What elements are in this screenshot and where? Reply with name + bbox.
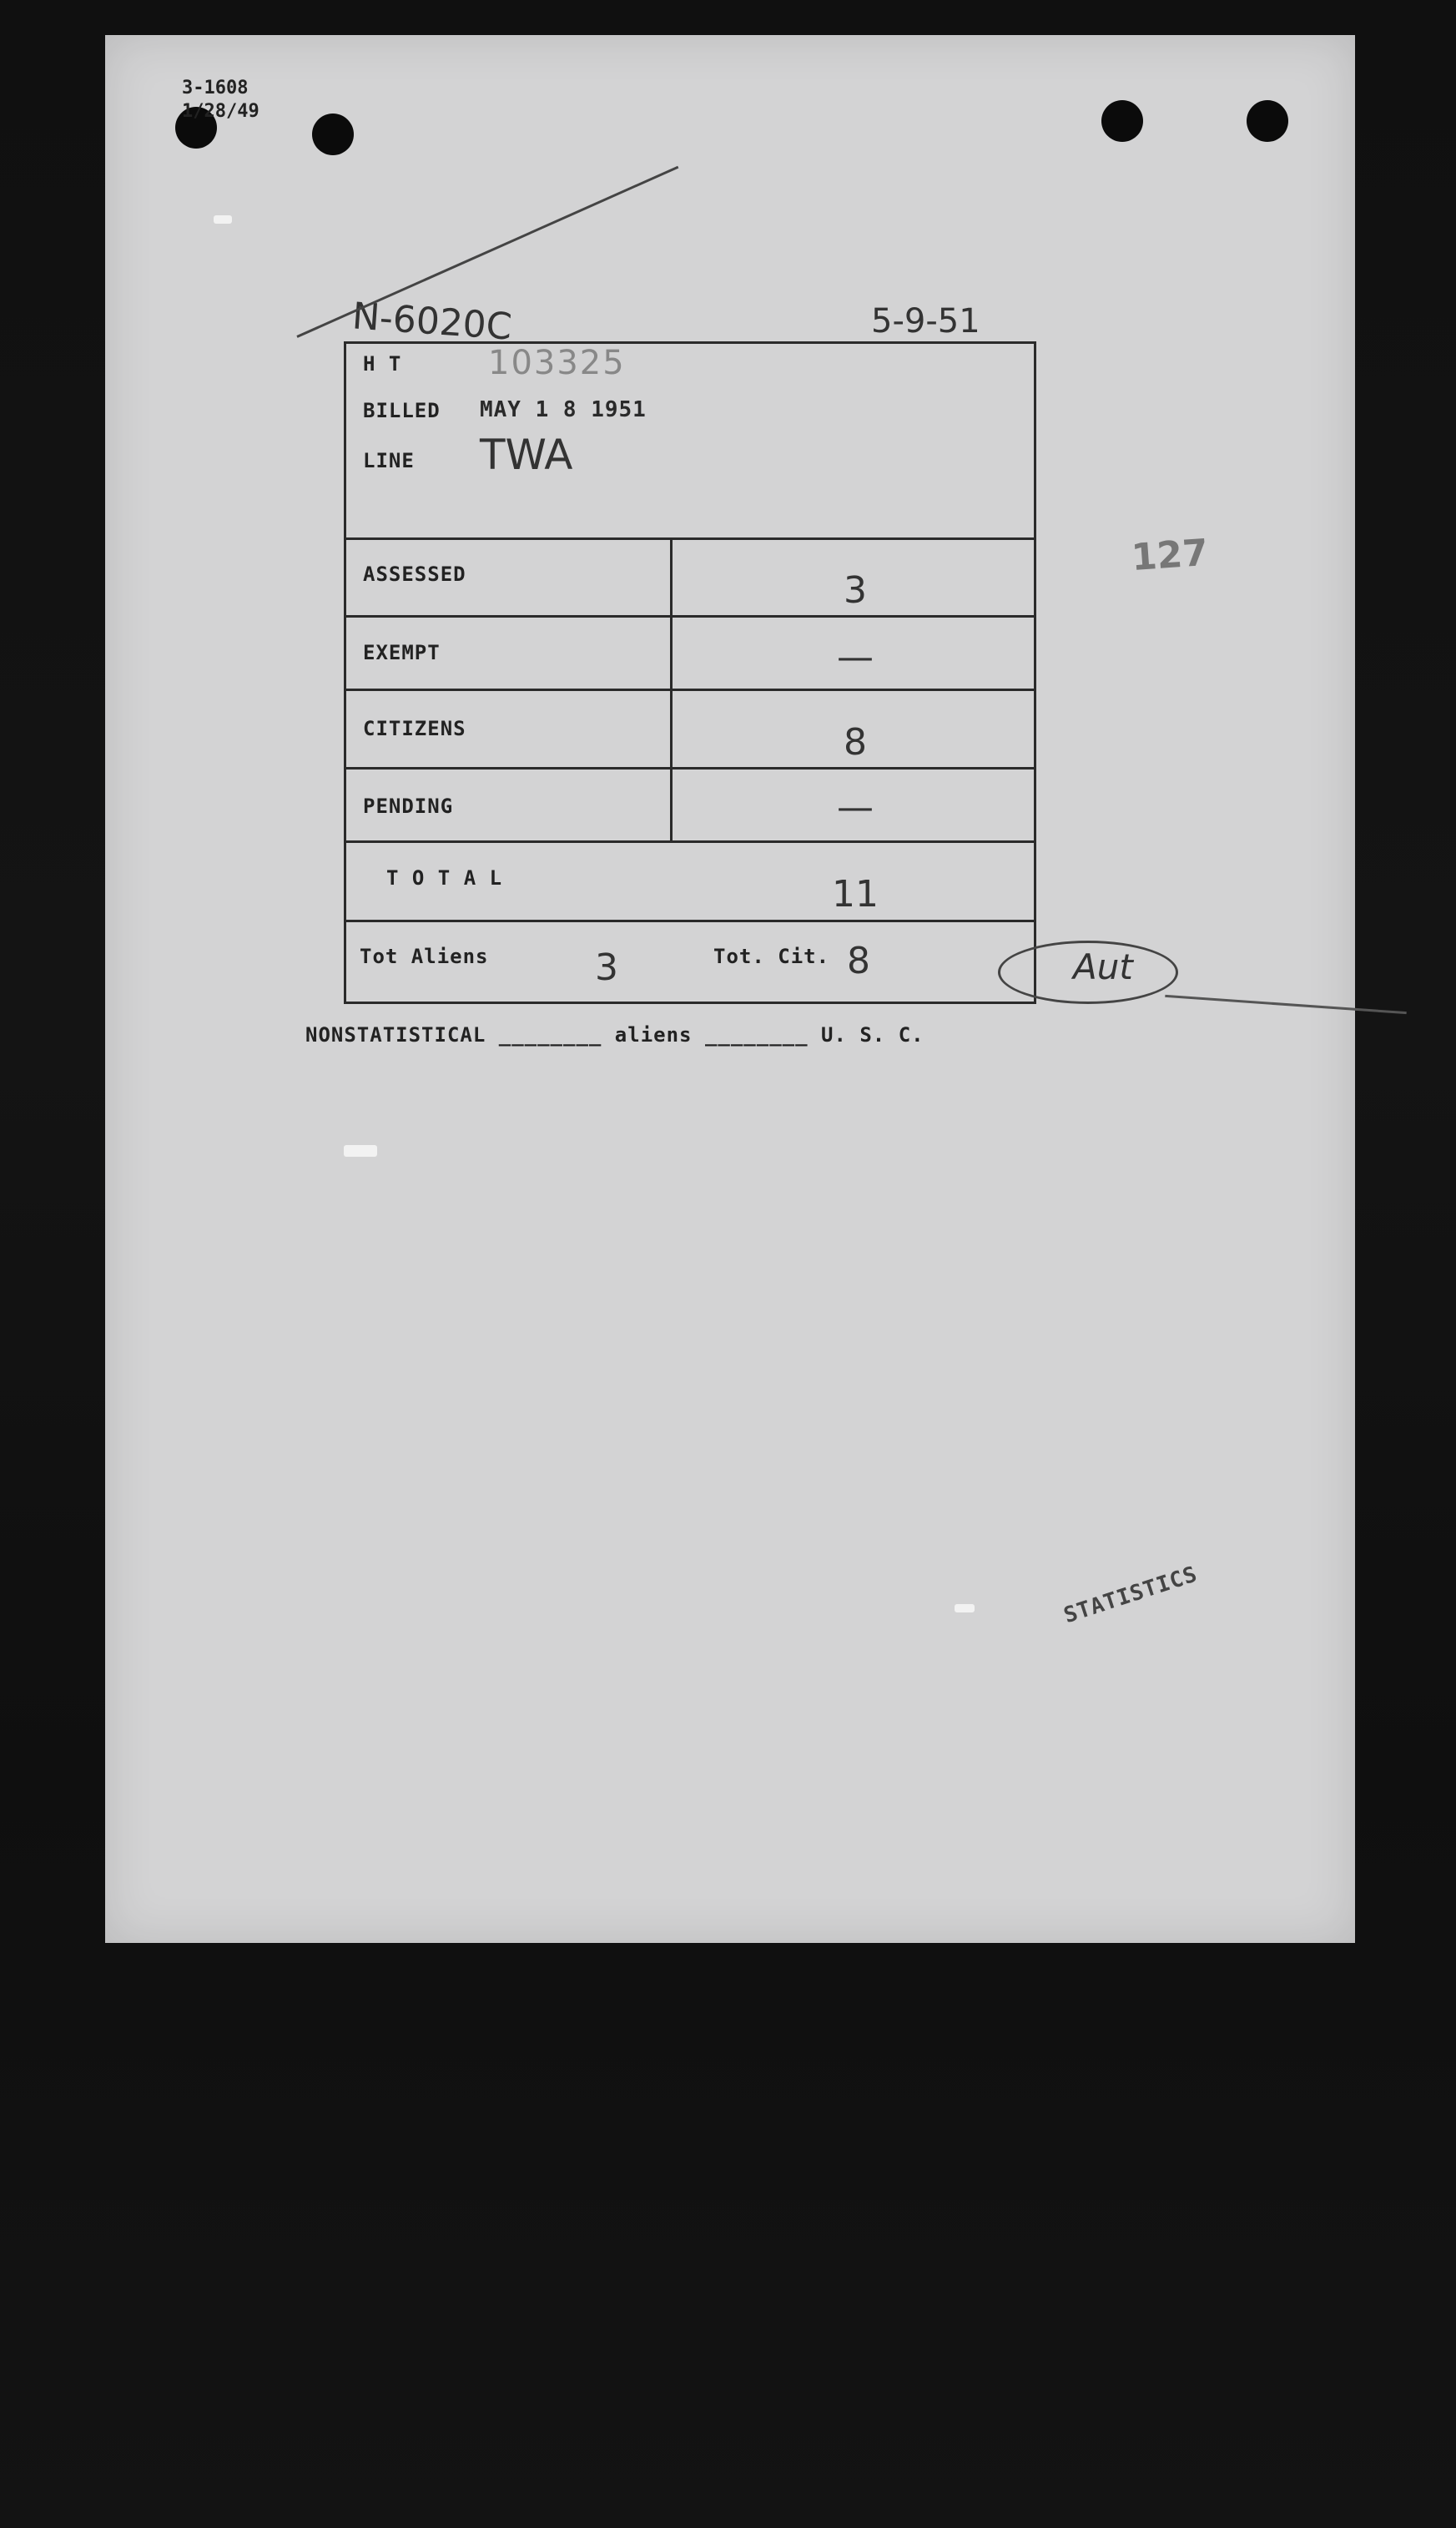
side-number: 127 xyxy=(1130,531,1210,580)
total-label: T O T A L xyxy=(386,866,503,890)
tot-aliens-value: 3 xyxy=(595,946,618,989)
date-handwritten: 5-9-51 xyxy=(871,302,980,341)
nonstatistical-blank: ________ xyxy=(498,1023,602,1047)
scan-speck xyxy=(955,1604,975,1612)
billed-label: BILLED xyxy=(363,399,441,422)
statistics-stamp: STATISTICS xyxy=(1061,1562,1202,1629)
line-value-handwritten: TWA xyxy=(480,431,573,479)
form-number: 3-1608 xyxy=(182,78,249,98)
exempt-value: — xyxy=(837,636,874,679)
citizens-label: CITIZENS xyxy=(363,717,466,740)
divider xyxy=(346,537,1034,540)
total-value: 11 xyxy=(832,873,879,916)
line-label: LINE xyxy=(363,449,415,472)
statistics-form xyxy=(344,341,1036,1004)
divider xyxy=(346,689,1034,691)
divider xyxy=(346,840,1034,843)
file-number-handwritten: N-6020C xyxy=(350,295,514,349)
assessed-label: ASSESSED xyxy=(363,563,466,586)
pending-label: PENDING xyxy=(363,795,454,818)
divider xyxy=(346,920,1034,922)
ht-label: H T xyxy=(363,352,402,376)
usc-label: U. S. C. xyxy=(821,1023,924,1047)
exempt-label: EXEMPT xyxy=(363,641,441,664)
punch-hole xyxy=(312,114,354,155)
pending-value: — xyxy=(837,786,874,829)
aliens-blank: ________ xyxy=(704,1023,809,1047)
citizens-value: 8 xyxy=(844,721,867,764)
aliens-label: aliens xyxy=(614,1023,693,1047)
ht-number: 103325 xyxy=(488,344,626,382)
divider xyxy=(346,615,1034,618)
scan-speck xyxy=(214,215,232,224)
tot-aliens-label: Tot Aliens xyxy=(360,945,489,968)
tot-cit-value: 8 xyxy=(847,940,870,982)
scan-speck xyxy=(344,1145,377,1157)
signature-initials: Aut xyxy=(1073,946,1133,987)
billed-date-stamp: MAY 1 8 1951 xyxy=(480,397,647,422)
form-code xyxy=(182,77,259,124)
assessed-value: 3 xyxy=(844,569,867,612)
column-divider xyxy=(670,537,673,840)
punch-hole xyxy=(1101,100,1143,142)
divider xyxy=(346,767,1034,770)
nonstatistical-line xyxy=(305,1023,924,1047)
nonstatistical-label: NONSTATISTICAL xyxy=(305,1023,486,1047)
tot-cit-label: Tot. Cit. xyxy=(713,945,830,968)
form-revision: 1/28/49 xyxy=(182,101,259,122)
punch-hole xyxy=(1247,100,1288,142)
document-page xyxy=(105,35,1355,1943)
